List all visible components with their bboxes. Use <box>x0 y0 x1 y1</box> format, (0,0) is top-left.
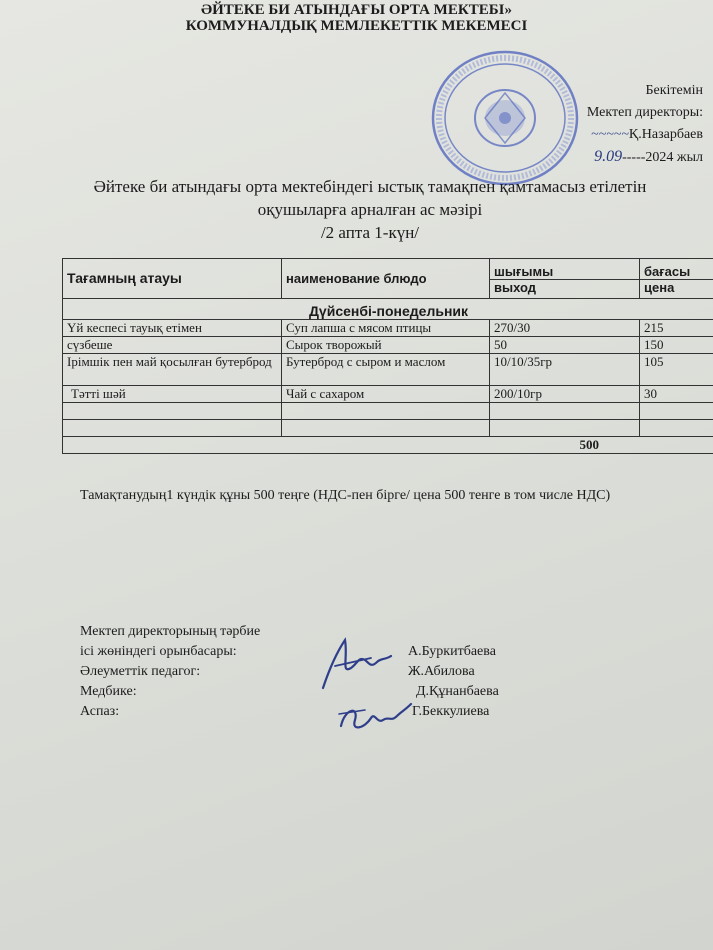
menu-title <box>40 175 700 244</box>
empty-row <box>63 420 713 437</box>
role-deputy-line2: ісі жөніндегі орынбасары: <box>80 644 237 659</box>
name-cook: Г.Беккулиева <box>412 704 490 719</box>
director-name-line <box>587 124 703 146</box>
staff-names <box>408 642 499 722</box>
header-price-ru: цена <box>640 280 713 299</box>
dish-kz: Тәтті шәй <box>63 386 282 403</box>
dish-ru: Сырок творожый <box>282 337 490 354</box>
table-row <box>63 337 713 354</box>
role-cook: Аспаз: <box>80 704 120 719</box>
table-row <box>63 386 713 403</box>
empty-row <box>63 403 713 420</box>
title-line-2: оқушыларға арналған ас мәзірі <box>257 200 483 219</box>
title-line-3: /2 апта 1-күн/ <box>320 223 420 242</box>
table-row <box>63 354 713 386</box>
institution-type: КОММУНАЛДЫҚ МЕМЛЕКЕТТІК МЕКЕМЕСІ <box>185 18 528 34</box>
total-row <box>63 437 713 454</box>
signature-drawing <box>315 630 400 695</box>
header-name-kz: Тағамның атауы <box>63 259 282 299</box>
approved-label: Бекітемін <box>645 83 703 98</box>
menu-table <box>62 258 713 454</box>
director-position: Мектеп директоры: <box>586 105 703 120</box>
dish-ru: Бутерброд с сыром и маслом <box>282 354 490 386</box>
approval-date: -----2024 жыл <box>622 150 703 165</box>
dish-price: 215 <box>640 320 713 337</box>
dish-yield: 200/10гр <box>490 386 640 403</box>
table-header-row <box>63 259 713 280</box>
dish-price: 105 <box>640 354 713 386</box>
name-social-pedagogue: Ж.Абилова <box>408 664 475 679</box>
dish-yield: 10/10/35гр <box>490 354 640 386</box>
name-nurse: Д.Құнанбаева <box>416 684 499 699</box>
dish-price: 150 <box>640 337 713 354</box>
dish-price: 30 <box>640 386 713 403</box>
header-yield-kz: шығымы <box>490 259 640 280</box>
name-deputy: А.Буркитбаева <box>408 644 496 659</box>
header-name-ru: наименование блюдо <box>282 259 490 299</box>
cost-note: Тамақтанудың1 күндік құны 500 теңге (НДС-пен бірге/ цена 500 тенге в том числе НДС) <box>80 488 611 503</box>
approval-date-line <box>587 146 703 169</box>
signature-scribble: ~~~~~ <box>591 127 629 142</box>
dish-ru: Суп лапша с мясом птицы <box>282 320 490 337</box>
approval-block <box>587 80 703 169</box>
dish-yield: 50 <box>490 337 640 354</box>
role-deputy-line1: Мектеп директорының тәрбие <box>80 624 261 639</box>
day-label: Дүйсенбі-понедельник <box>63 299 713 320</box>
role-social-pedagogue: Әлеуметтік педагог: <box>80 664 201 679</box>
dish-yield: 270/30 <box>490 320 640 337</box>
header-yield-ru: выход <box>490 280 640 299</box>
day-row <box>63 299 713 320</box>
title-line-1: Әйтеке би атындағы орта мектебіндегі ыстық тамақпен қамтамасыз етілетін <box>93 177 647 196</box>
table-row <box>63 320 713 337</box>
total-price: 500 <box>63 437 713 454</box>
director-name: Қ.Назарбаев <box>628 127 703 142</box>
dish-kz: сүзбеше <box>63 337 282 354</box>
header-price-kz: бағасы <box>640 259 713 280</box>
official-stamp <box>430 48 580 188</box>
dish-kz: Ірімшік пен май қосылған бутерброд <box>63 354 282 386</box>
handwritten-date: 9.09 <box>594 148 623 165</box>
dish-kz: Үй кеспесі тауық етімен <box>63 320 282 337</box>
school-name: ӘЙТЕКЕ БИ АТЫНДАҒЫ ОРТА МЕКТЕБІ» <box>201 2 512 18</box>
dish-ru: Чай с сахаром <box>282 386 490 403</box>
staff-roles <box>80 622 260 722</box>
role-nurse: Медбике: <box>80 684 137 699</box>
signature-drawing <box>335 698 415 738</box>
